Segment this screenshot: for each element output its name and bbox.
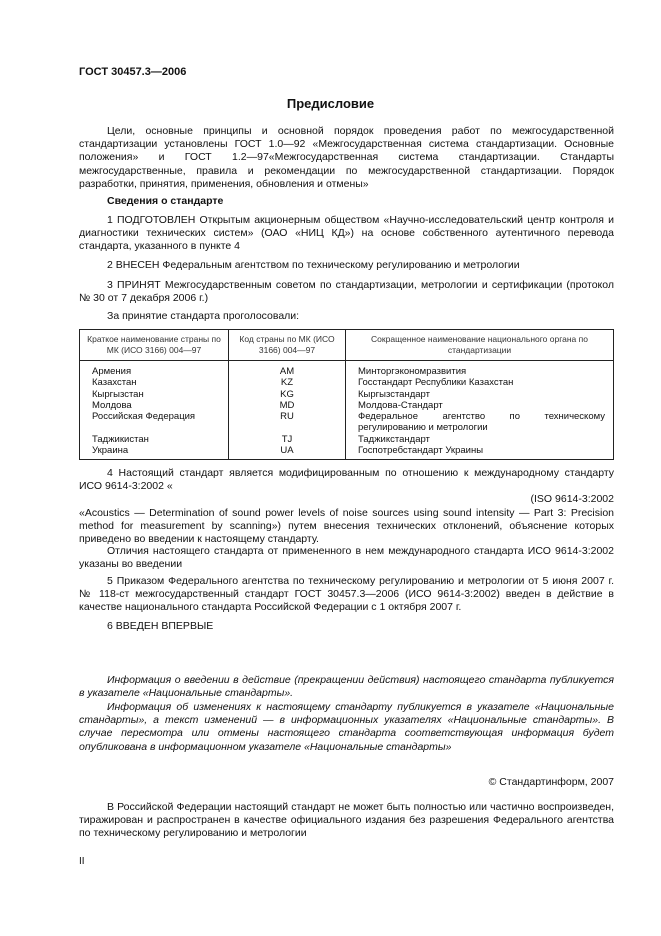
document-id: ГОСТ 30457.3—2006 [79, 66, 187, 78]
table-row [80, 361, 614, 378]
org-cell: Таджикстандарт [346, 434, 614, 445]
org-cell: Минторгэкономразвития [346, 361, 614, 378]
page-number: II [79, 856, 85, 867]
item-4-iso-ref: (ISO 9614-3:2002 [530, 493, 614, 505]
code-cell: MD [229, 400, 346, 411]
code-cell: AM [229, 361, 346, 378]
country-cell: Казахстан [80, 377, 229, 388]
country-cell: Молдова [80, 400, 229, 411]
table-row [80, 389, 614, 400]
org-cell: Федеральное агентство по техническому регулированию и метрологии [346, 411, 614, 434]
country-cell: Украина [80, 445, 229, 460]
org-cell: Кыргызстандарт [346, 389, 614, 400]
section-subheading: Сведения о стандарте [107, 195, 224, 207]
vote-intro: За принятие стандарта проголосовали: [107, 310, 300, 322]
item-4-paragraph: 4 Настоящий стандарт является модифицированным по отношению к международному стандарту ИСО 9614-3:2002 « [79, 467, 614, 493]
table-header-code: Код страны по МК (ИСО 3166) 004—97 [229, 330, 346, 361]
code-cell: UA [229, 445, 346, 460]
info-paragraph-1: Информация о введении в действие (прекращении действия) настоящего стандарта публикуется в указателе «Национальные стандарты». [79, 674, 614, 700]
code-cell: KG [229, 389, 346, 400]
voting-table [79, 329, 614, 460]
item-5-paragraph: 5 Приказом Федерального агентства по техническому регулированию и метрологии от 5 июня 2007 г. № 118-ст межгосударственный стандарт ГОСТ 30457.3—2006 (ИСО 9614-3:2002) введен в действие в качестве национального стандарта Российской Федерации с 1 октября 2007 г. [79, 575, 614, 614]
intro-paragraph: Цели, основные принципы и основной порядок проведения работ по межгосударственной стандартизации установлены ГОСТ 1.0—92 «Межгосударственная система стандартизации. Основные положения» и ГОСТ 1.2—97«Межгосударственная система стандартизации. Стандарты межгосударственные, правила и рекомендации по межгосударственной стандартизации. Порядок разработки, принятия, применения, обновления и отмены» [79, 125, 614, 190]
country-cell: Армения [80, 361, 229, 378]
country-cell: Таджикистан [80, 434, 229, 445]
item-1-paragraph: 1 ПОДГОТОВЛЕН Открытым акционерным обществом «Научно-исследовательский центр контроля и диагностики технических систем» (ОАО «НИЦ КД») на основе собственного аутентичного перевода стандарта, указанного в пункте 4 [79, 214, 614, 253]
table-row [80, 400, 614, 411]
table-row [80, 377, 614, 388]
info-paragraph-2: Информация об изменениях к настоящему стандарту публикуется в указателе «Национальные стандарты», а текст изменений — в информационных указателях «Национальные стандарты». В случае пересмотра или отмены настоящего стандарта соответствующая информация будет опубликована в информационном указателе «Национальные стандарты» [79, 701, 614, 753]
country-cell: Российская Федерация [80, 411, 229, 434]
table-header-country: Краткое наименование страны по МК (ИСО 3166) 004—97 [80, 330, 229, 361]
item-3-paragraph: 3 ПРИНЯТ Межгосударственным советом по стандартизации, метрологии и сертификации (протокол № 30 от 7 декабря 2006 г.) [79, 279, 614, 305]
code-cell: RU [229, 411, 346, 434]
item-4-iso-title: «Acoustics — Determination of sound power levels of noise sources using sound intensity — Part 3: Precision method for measurement by scanning») путем внесения технических отклонений, объяснение которых приведено во введении к настоящему стандарту. [79, 507, 614, 546]
rights-paragraph: В Российской Федерации настоящий стандарт не может быть полностью или частично воспроизведен, тиражирован и распространен в качестве официального издания без разрешения Федерального агентства по техническому регулированию и метрологии [79, 801, 614, 840]
table-row [80, 445, 614, 460]
item-4-differences: Отличия настоящего стандарта от примененного в нем международного стандарта ИСО 9614-3:2002 указаны во введении [79, 545, 614, 571]
page-title: Предисловие [286, 96, 375, 111]
table-row [80, 434, 614, 445]
org-cell: Молдова-Стандарт [346, 400, 614, 411]
table-header-org: Сокращенное наименование национального органа по стандартизации [346, 330, 614, 361]
country-cell: Кыргызстан [80, 389, 229, 400]
org-cell: Госстандарт Республики Казахстан [346, 377, 614, 388]
org-cell: Госпотребстандарт Украины [346, 445, 614, 460]
item-6-paragraph: 6 ВВЕДЕН ВПЕРВЫЕ [107, 620, 214, 632]
code-cell: TJ [229, 434, 346, 445]
copyright-line: © Стандартинформ, 2007 [488, 776, 614, 788]
table-row [80, 411, 614, 434]
item-2-paragraph: 2 ВНЕСЕН Федеральным агентством по техническому регулированию и метрологии [107, 259, 520, 271]
table-header-row [80, 330, 614, 361]
code-cell: KZ [229, 377, 346, 388]
